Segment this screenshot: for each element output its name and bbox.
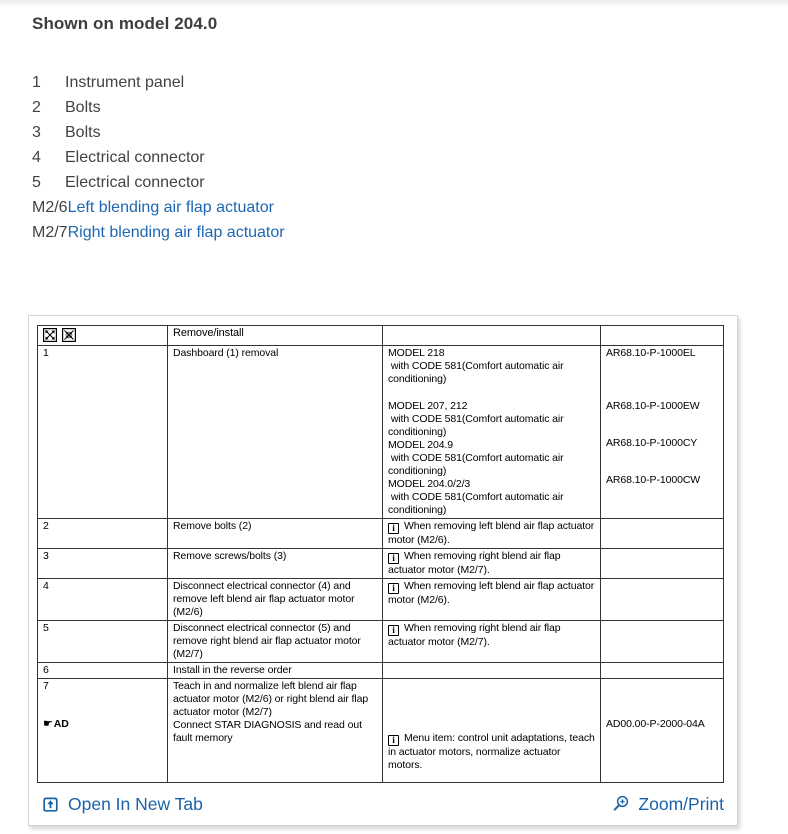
model-variant	[388, 439, 597, 478]
table-row-7	[38, 679, 724, 783]
action-text: Teach in and normalize left blend air flap actuator motor (M2/6) or right blend air flap actuator motor (M2/7)	[173, 680, 369, 718]
action-cell: Dashboard (1) removal	[168, 346, 383, 519]
table-row-6	[38, 663, 724, 679]
ar-codes-cell	[601, 679, 724, 783]
info-icon: i	[388, 583, 399, 594]
model-variant	[388, 478, 597, 517]
step-cell: 3	[38, 549, 168, 579]
note-text: When removing right blend air flap actuator motor (M2/7).	[388, 622, 561, 648]
table-row-1	[38, 346, 724, 519]
parts-legend	[32, 70, 788, 245]
action-cell: Install in the reverse order	[168, 663, 383, 679]
info-icon: i	[388, 625, 399, 636]
open-in-new-tab-label: Open In New Tab	[68, 793, 203, 814]
table-header-row	[38, 326, 724, 346]
ar-codes-cell	[601, 579, 724, 621]
note-cell	[383, 519, 601, 549]
legend-item	[32, 195, 788, 220]
legend-item	[32, 220, 788, 245]
model-code: with CODE 581(Comfort automatic air conditioning)	[388, 452, 567, 477]
info-icon: i	[388, 553, 399, 564]
model-name: MODEL 207, 212	[388, 400, 468, 412]
ar-code: AR68.10-P-1000EW	[606, 400, 700, 412]
legend-label: Electrical connector	[65, 149, 205, 166]
legend-item	[32, 95, 788, 120]
page-title: Shown on model 204.0	[32, 14, 218, 33]
model-code: with CODE 581(Comfort automatic air conditioning)	[388, 491, 567, 516]
action-cell: Remove screws/bolts (3)	[168, 549, 383, 579]
model-name: MODEL 204.9	[388, 439, 454, 451]
ad-marker	[43, 718, 164, 731]
ar-code: AR68.10-P-1000CY	[606, 437, 698, 449]
legend-ref: M2/6	[32, 199, 68, 216]
compress-icon[interactable]	[62, 328, 76, 342]
procedure-table	[37, 325, 724, 783]
menu-note	[388, 732, 597, 772]
legend-ref: 1	[32, 74, 41, 91]
step-number: 7	[43, 680, 49, 692]
legend-label: Bolts	[65, 124, 101, 141]
step-cell: 6	[38, 663, 168, 679]
info-icon: i	[388, 735, 399, 746]
model-name: MODEL 204.0/2/3	[388, 478, 471, 490]
header-empty-cell	[383, 326, 601, 346]
legend-item	[32, 145, 788, 170]
ar-codes-cell	[601, 549, 724, 579]
legend-item	[32, 120, 788, 145]
ar-code: AR68.10-P-1000EL	[606, 347, 696, 359]
ad-marker-label: AD	[53, 718, 69, 730]
legend-label: Bolts	[65, 99, 101, 116]
step-cell: 4	[38, 579, 168, 621]
ar-codes-cell	[601, 519, 724, 549]
model-variant	[388, 347, 597, 400]
panel-action-bar	[37, 783, 730, 821]
ar-code: AR68.10-P-1000CW	[606, 474, 701, 486]
table-row-4	[38, 579, 724, 621]
model-variants-cell	[383, 346, 601, 519]
note-cell	[383, 663, 601, 679]
table-row-3	[38, 549, 724, 579]
step-cell: 2	[38, 519, 168, 549]
open-in-new-tab-link[interactable]	[41, 794, 203, 815]
legend-label: Electrical connector	[65, 174, 205, 191]
step-cell: 5	[38, 621, 168, 663]
legend-ref: 4	[32, 149, 41, 166]
ar-codes-cell	[601, 346, 724, 519]
note-cell	[383, 679, 601, 783]
note-text: When removing left blend air flap actuator motor (M2/6).	[388, 580, 595, 606]
step-cell	[38, 679, 168, 783]
note-cell	[383, 549, 601, 579]
zoom-in-icon	[611, 795, 630, 814]
model-code: with CODE 581(Comfort automatic air conditioning)	[388, 360, 567, 385]
header-empty-cell	[601, 326, 724, 346]
ar-codes-cell	[601, 621, 724, 663]
note-text: Menu item: control unit adaptations, teach in actuator motors, normalize actuator motors.	[388, 732, 595, 771]
legend-ref: 2	[32, 99, 41, 116]
note-text: When removing left blend air flap actuator motor (M2/6).	[388, 520, 595, 546]
expand-icon[interactable]	[43, 328, 57, 342]
action-cell: Disconnect electrical connector (5) and remove right blend air flap actuator motor (M2/7)	[168, 621, 383, 663]
action-cell: Remove bolts (2)	[168, 519, 383, 549]
model-name: MODEL 218	[388, 347, 445, 359]
zoom-print-label: Zoom/Print	[638, 793, 724, 814]
legend-item	[32, 70, 788, 95]
legend-label: Instrument panel	[65, 74, 185, 91]
page-top-strip	[0, 0, 788, 6]
ar-codes-cell	[601, 663, 724, 679]
pointing-hand-icon: ☛	[43, 718, 53, 730]
note-cell	[383, 621, 601, 663]
model-variant	[388, 400, 597, 439]
step-cell: 1	[38, 346, 168, 519]
action-cell: Disconnect electrical connector (4) and remove left blend air flap actuator motor (M2/6)	[168, 579, 383, 621]
note-cell	[383, 579, 601, 621]
legend-link-m2-7[interactable]: Right blending air flap actuator	[67, 224, 285, 241]
table-row-5	[38, 621, 724, 663]
legend-ref: 5	[32, 174, 41, 191]
document-panel	[28, 315, 738, 826]
header-icons-cell	[38, 326, 168, 346]
legend-ref: M2/7	[32, 224, 68, 241]
sub-action-text: Connect STAR DIAGNOSIS and read out fault memory	[173, 719, 362, 744]
table-row-2	[38, 519, 724, 549]
info-icon: i	[388, 523, 399, 534]
note-text: When removing right blend air flap actuator motor (M2/7).	[388, 550, 561, 576]
legend-ref: 3	[32, 124, 41, 141]
model-code: with CODE 581(Comfort automatic air conditioning)	[388, 413, 567, 438]
action-cell	[168, 679, 383, 783]
remove-install-header: Remove/install	[168, 326, 383, 346]
legend-link-m2-6[interactable]: Left blending air flap actuator	[67, 199, 274, 216]
ad-code: AD00.00-P-2000-04A	[606, 718, 705, 730]
zoom-print-link[interactable]	[611, 794, 724, 815]
open-in-new-tab-icon	[41, 795, 60, 814]
legend-item	[32, 170, 788, 195]
